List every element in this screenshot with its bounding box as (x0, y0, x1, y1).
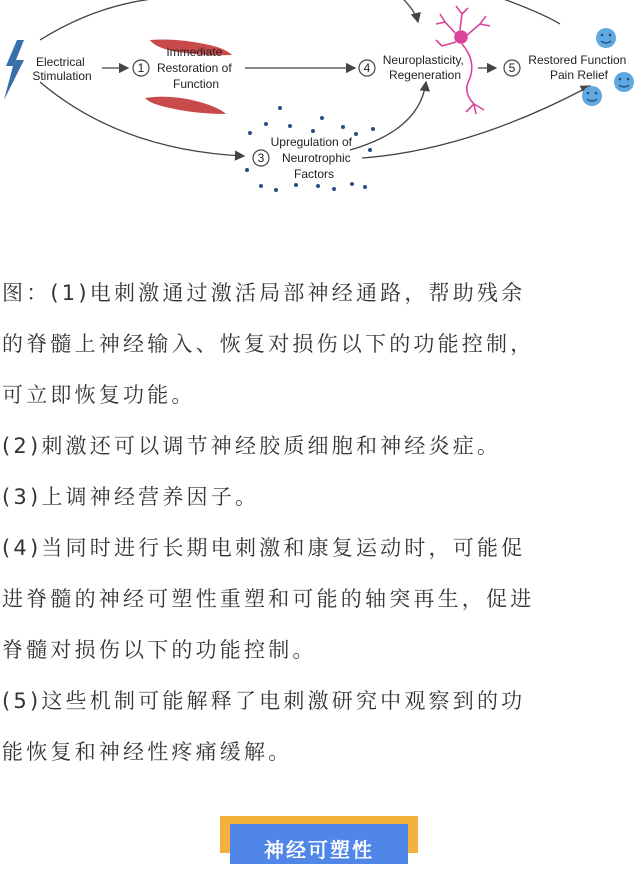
step5-number: 5 (508, 61, 516, 75)
step4-number: 4 (363, 61, 371, 75)
smiley-bottom-icon (582, 86, 602, 106)
svg-text:Immediate Restoration of (157, 45, 235, 91)
step1-line-2: Restoration of (156, 61, 232, 75)
step3-number: 3 (257, 151, 265, 165)
section-title: 神经可塑性 (230, 824, 408, 864)
step1-number: 1 (137, 61, 145, 75)
arc-top-right (495, 0, 560, 24)
caption-line: 的脊髓上神经输入、恢复对损伤以下的功能控制， (2, 332, 535, 356)
caption-line: 脊髓对损伤以下的功能控制。 (2, 638, 317, 662)
muscle-bottom-icon (145, 97, 226, 114)
lightning-bolt-icon (4, 40, 24, 100)
arrow-3-to-5 (362, 86, 590, 158)
electrical-label-2: Stimulation (32, 69, 92, 83)
step3-line-2: Neurotrophic (281, 151, 351, 165)
svg-text:Electrical Stimulation (32, 55, 91, 83)
caption-line: (4)当同时进行长期电刺激和康复运动时，可能促 (2, 536, 526, 560)
step3-line-3: Factors (293, 167, 335, 181)
section-header (220, 816, 418, 862)
caption-line: (3)上调神经营养因子。 (2, 485, 260, 509)
step4-line-1: Neuroplasticity, (382, 53, 464, 67)
figure-caption (2, 268, 640, 778)
caption-line: 进脊髓的神经可塑性重塑和可能的轴突再生，促进 (2, 587, 535, 611)
svg-text:Neuroplasticity, Regenerat (383, 53, 467, 82)
step5-line-1: Restored Function (528, 53, 627, 67)
caption-line: (2)刺激还可以调节神经胶质细胞和神经炎症。 (2, 434, 502, 458)
step5-line-2: Pain Relief (549, 68, 609, 82)
electrical-label-1: Electrical (35, 55, 85, 69)
smiley-right-icon (614, 72, 634, 92)
arrow-elec-to-3 (40, 82, 244, 156)
step1-line-1: Immediate (166, 45, 223, 59)
arc-top-mid (400, 0, 418, 22)
mechanism-diagram (0, 0, 640, 210)
svg-text:Restored Function Pain Rel (528, 53, 629, 82)
step3-line-1: Upregulation of (270, 135, 353, 149)
step4-line-2: Regeneration (388, 68, 462, 82)
caption-line: 图：(1)电刺激通过激活局部神经通路，帮助残余 (2, 281, 526, 305)
caption-line: 能恢复和神经性疼痛缓解。 (2, 740, 293, 764)
arrow-3-to-4 (350, 82, 426, 150)
step1-line-3: Function (172, 77, 220, 91)
arc-top-left (40, 0, 210, 40)
caption-line: (5)这些机制可能解释了电刺激研究中观察到的功 (2, 689, 526, 713)
svg-text:Upregulation of Neurotroph (271, 135, 356, 181)
smiley-top-icon (596, 28, 616, 48)
caption-line: 可立即恢复功能。 (2, 383, 196, 407)
